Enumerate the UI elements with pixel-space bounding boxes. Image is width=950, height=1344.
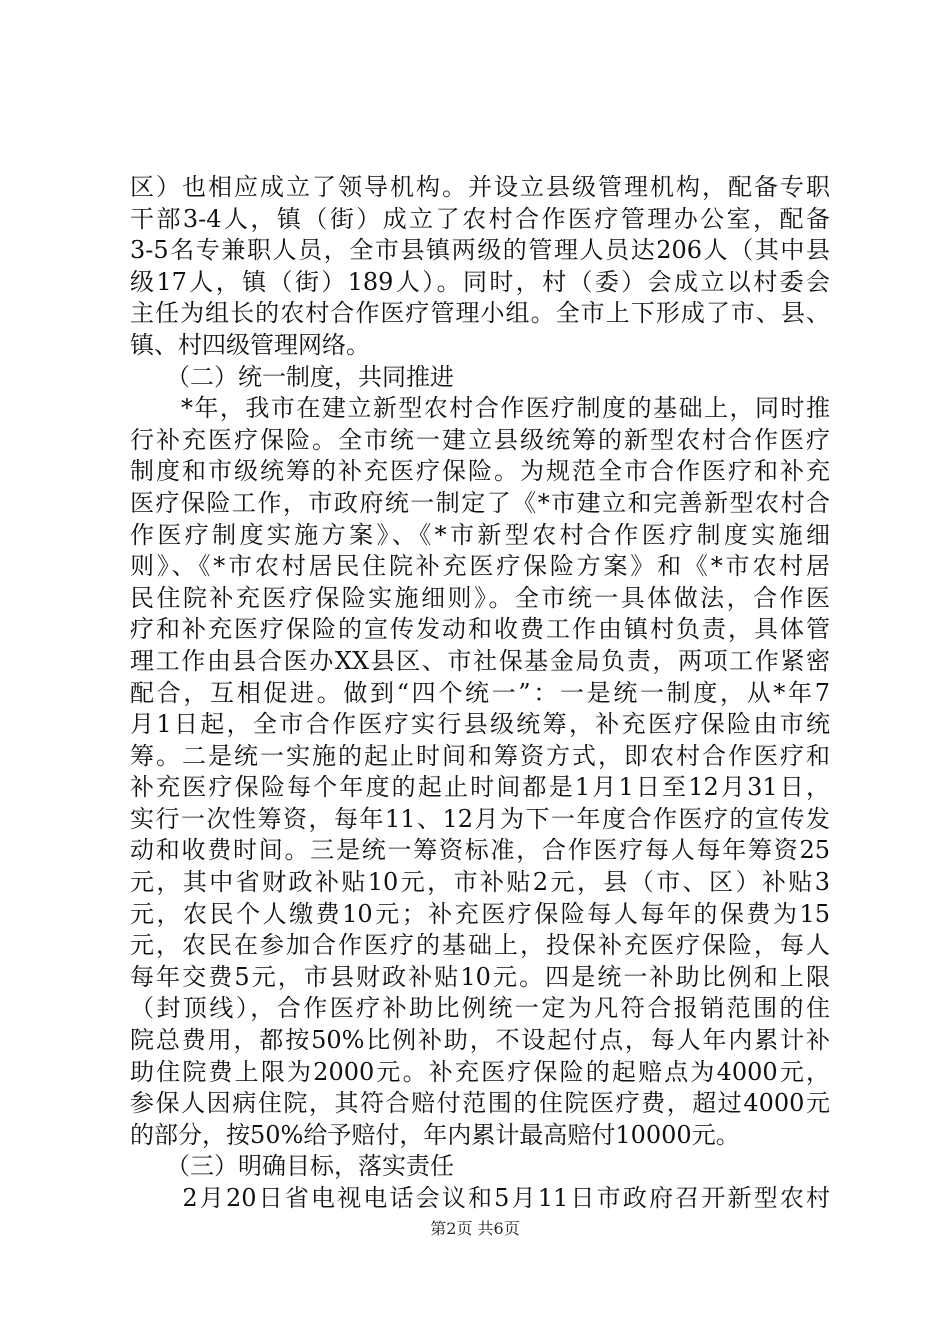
text-line: 镇、村四级管理网络。 [130,330,370,359]
text-line: *年，我市在建立新型农村合作医疗制度的基础上，同时推 [130,394,830,423]
text-line: 则》、《*市农村居民住院补充医疗保险方案》和《*市农村居 [130,552,830,581]
section-heading: （二）统一制度，共同推进 [130,362,454,391]
text-line: 行补充医疗保险。全市统一建立县级统筹的新型农村合作医疗 [130,425,830,454]
text-line: 干部3-4人，镇（街）成立了农村合作医疗管理办公室，配备 [130,204,830,233]
text-line: 主任为组长的农村合作医疗管理小组。全市上下形成了市、县、 [130,299,830,328]
text-line: 月1日起，全市合作医疗实行县级统筹，补充医疗保险由市统 [130,710,830,739]
text-line: 元，农民个人缴费10元；补充医疗保险每人每年的保费为15 [130,899,830,928]
text-line: 的部分，按50%给予赔付，年内累计最高赔付10000元。 [130,1120,740,1149]
text-line: 区）也相应成立了领导机构。并设立县级管理机构，配备专职 [130,173,830,201]
page-number-footer: 第2页 共6页 [430,1219,520,1238]
text-line: （封顶线），合作医疗补助比例统一定为凡符合报销范围的住 [130,994,830,1023]
text-line: 3-5名专兼职人员，全市县镇两级的管理人员达206人（其中县 [130,236,830,265]
text-line: 元，农民在参加合作医疗的基础上，投保补充医疗保险，每人 [130,931,830,960]
section-heading: （三）明确目标，落实责任 [130,1152,454,1181]
text-line: 疗和补充医疗保险的宣传发动和收费工作由镇村负责，具体管 [130,615,830,644]
text-line: 院总费用，都按50%比例补助，不设起付点，每人年内累计补 [130,1026,830,1055]
text-line: 元，其中省财政补贴10元，市补贴2元，县（市、区）补贴3 [130,868,830,897]
text-line: 理工作由县合医办XX县区、市社保基金局负责，两项工作紧密 [130,646,830,675]
text-line: 民住院补充医疗保险实施细则》。全市统一具体做法，合作医 [130,583,830,612]
text-line: 作医疗制度实施方案》、《*市新型农村合作医疗制度实施细 [130,520,830,549]
text-line: 参保人因病住院，其符合赔付范围的住院医疗费，超过4000元 [130,1089,830,1118]
text-line: 配合，互相促进。做到“四个统一”：一是统一制度，从*年7 [130,678,830,707]
text-line: 补充医疗保险每个年度的起止时间都是1月1日至12月31日， [130,773,830,802]
text-line: 动和收费时间。三是统一筹资标准，合作医疗每人每年筹资25 [130,836,830,865]
document-body [130,172,830,1215]
text-line: 级17人，镇（街）189人）。同时，村（委）会成立以村委会 [130,267,830,296]
text-line: 每年交费5元，市县财政补贴10元。四是统一补助比例和上限 [130,962,830,991]
text-line: 医疗保险工作，市政府统一制定了《*市建立和完善新型农村合 [130,488,830,517]
text-line: 2月20日省电视电话会议和5月11日市政府召开新型农村 [130,1184,830,1212]
text-line: 制度和市级统筹的补充医疗保险。为规范全市合作医疗和补充 [130,457,830,486]
text-line: 筹。二是统一实施的起止时间和筹资方式，即农村合作医疗和 [130,741,830,770]
text-line: 助住院费上限为2000元。补充医疗保险的起赔点为4000元， [130,1057,830,1086]
text-line: 实行一次性筹资，每年11、12月为下一年度合作医疗的宣传发 [130,804,830,833]
